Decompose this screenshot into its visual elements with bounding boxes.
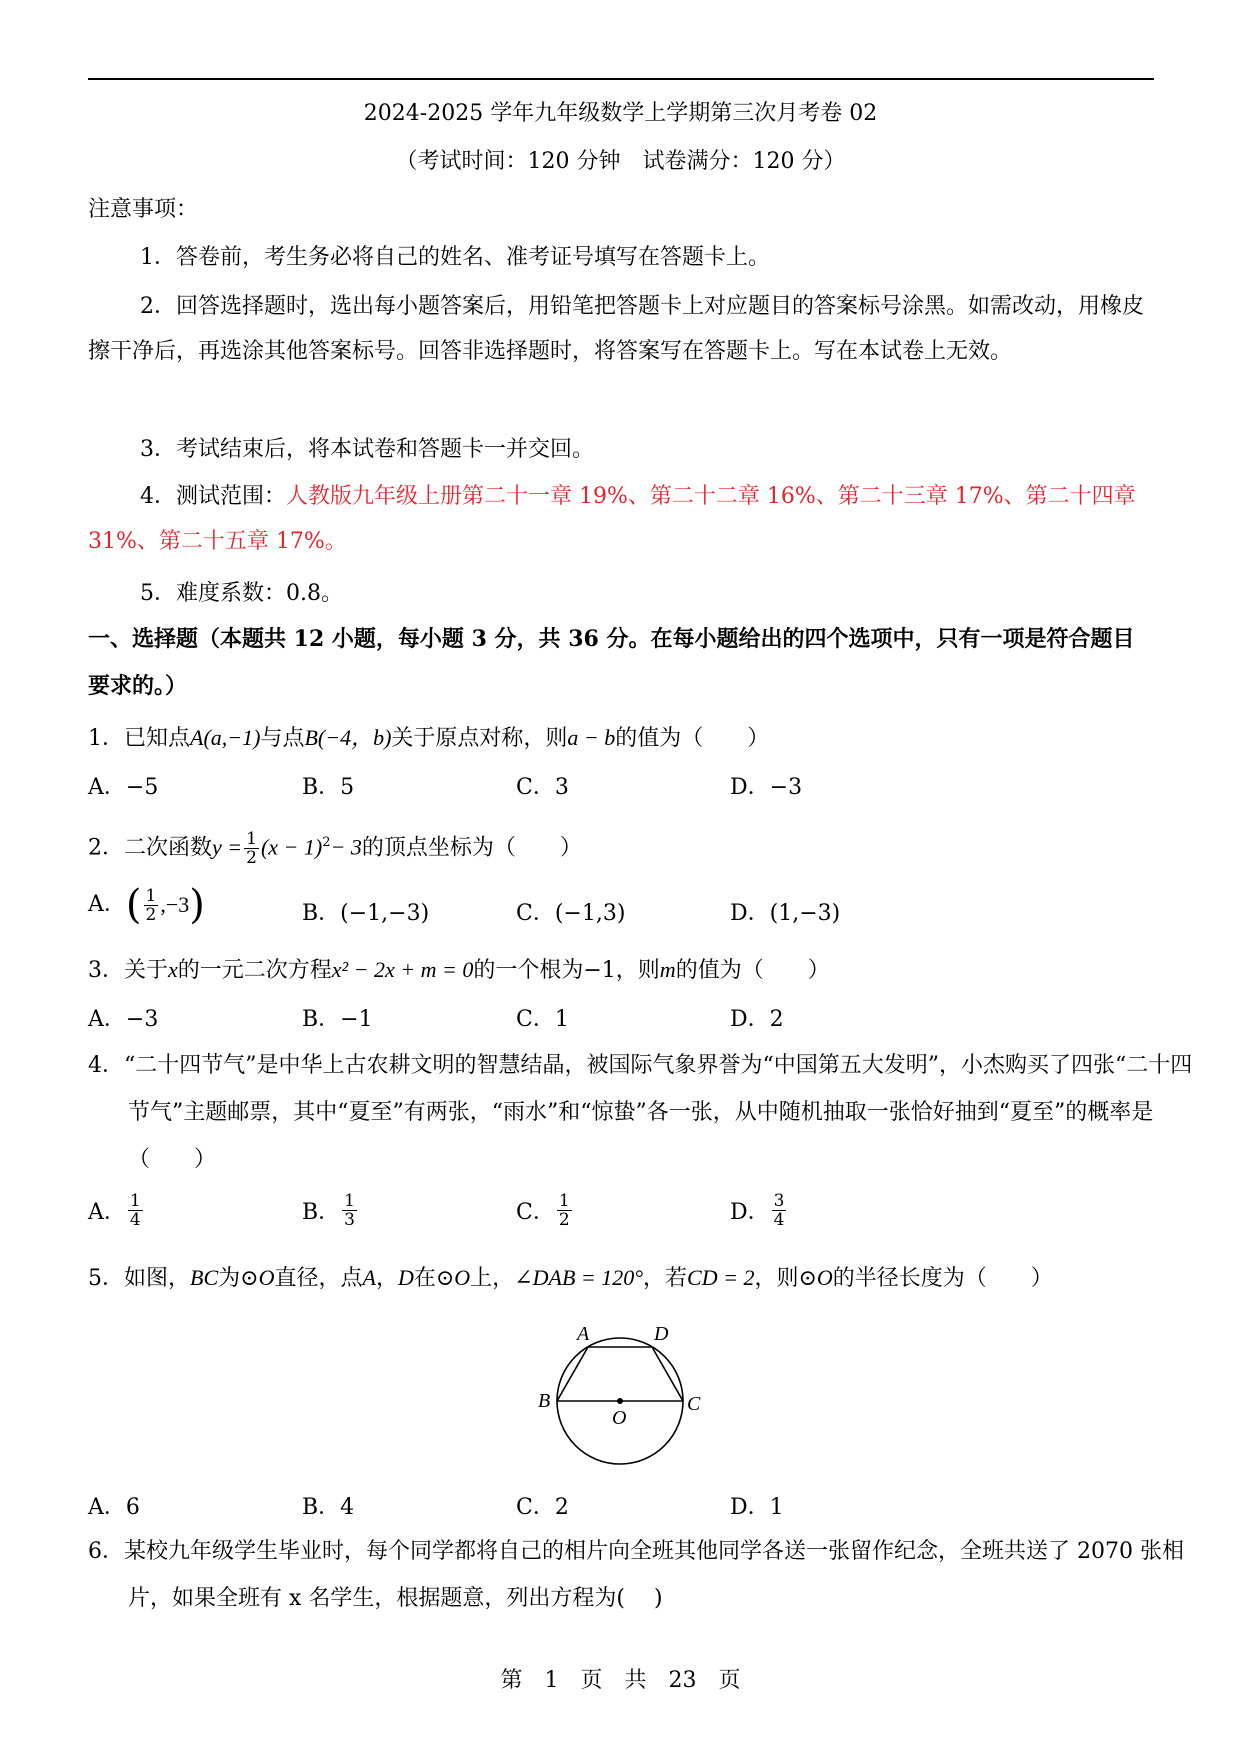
option-d: D．2 <box>730 1007 784 1032</box>
exam-title: 2024-2025 学年九年级数学上学期第三次月考卷 02 <box>363 101 878 126</box>
option-b: B．(−1,−3) <box>302 901 430 926</box>
label-b: B <box>538 1390 551 1412</box>
page-footer: 第 1 页 共 23 页 <box>500 1668 741 1693</box>
point-b: B(−4，b) <box>304 725 392 750</box>
option-b: B．4 <box>302 1495 355 1520</box>
option-c: C．3 <box>516 775 569 800</box>
question-1-options <box>88 770 1154 810</box>
notice-item-4-prefix: 4．测试范围： <box>140 484 286 509</box>
angle-expression: ∠DAB = 120° <box>514 1265 644 1290</box>
option-c: C．(−1,3) <box>516 901 626 926</box>
label-c: C <box>687 1393 701 1415</box>
exam-subtitle: （考试时间：120 分钟 试卷满分：120 分） <box>395 149 846 174</box>
cd-expression: CD = 2 <box>687 1265 755 1290</box>
question-4-options <box>88 1192 1154 1244</box>
option-c: C．2 <box>516 1495 569 1520</box>
label-d: D <box>654 1323 669 1345</box>
question-4: 4．“二十四节气”是中华上古农耕文明的智慧结晶，被国际气象界誉为“中国第五大发明”，小杰购买了四张“二十四节气”主题邮票，其中“夏至”有两张，“雨水”和“惊蛰”各一张，从中随机抽取一张恰好抽到“夏至”的概率是（ ） <box>88 1053 1193 1172</box>
expression: a − b <box>567 725 616 750</box>
label-o: O <box>612 1407 627 1429</box>
notice-item-5: 5．难度系数：0.8。 <box>140 581 343 606</box>
notice-heading: 注意事项： <box>88 197 199 222</box>
option-d: D．−3 <box>730 775 803 800</box>
question-2: 2．二次函数y = $\frac{1}{2}$ $(x - 1)^2- 3$的顶点坐标为（ ） <box>88 828 582 868</box>
option-c: C．1 <box>516 1007 569 1032</box>
question-2-options <box>88 882 1154 938</box>
question-3: 3．关于x的一元二次方程x² − 2x + m = 0的一个根为−1，则m的值为（ ） <box>88 957 830 983</box>
option-a: A．−5 <box>88 775 159 800</box>
equation: x² − 2x + m = 0 <box>331 957 474 982</box>
option-a: A．( $\frac{1}{2}$ ,−3) <box>88 882 205 928</box>
option-a: A．−3 <box>88 1007 159 1032</box>
option-b: B．5 <box>302 775 355 800</box>
option-b: B．−1 <box>302 1007 373 1032</box>
fraction: $\frac{1}{2}$ <box>246 828 257 868</box>
question-6: 6．某校九年级学生毕业时，每个同学都将自己的相片向全班其他同学各送一张留作纪念，全班共送了 2070 张相片，如果全班有 x 名学生，根据题意，列出方程为( ) <box>88 1539 1184 1611</box>
option-b: B． $\frac{1}{3}$ <box>302 1191 355 1230</box>
notice-item-2: 2．回答选择题时，选出每小题答案后，用铅笔把答题卡上对应题目的答案标号涂黑。如需改动，用橡皮擦干净后，再选涂其他答案标号。回答非选择题时，将答案写在答题卡上。写在本试卷上无效。 <box>88 294 1145 364</box>
notice-item-3: 3．考试结束后，将本试卷和答题卡一并交回。 <box>140 437 594 462</box>
question-5: 5．如图，BC为⊙O直径，点A，D在⊙O上，∠DAB = 120°，若CD = 2，则⊙O的半径长度为（ ） <box>88 1265 1053 1291</box>
section-heading: 一、选择题（本题共 12 小题，每小题 3 分，共 36 分。在每小题给出的四个选项中，只有一项是符合题目要求的。） <box>88 626 1135 699</box>
question-1: 1．已知点A(a,−1)与点B(−4，b)关于原点对称，则a − b的值为（ ） <box>88 725 770 751</box>
option-a: A． $\frac{1}{4}$ <box>88 1191 141 1230</box>
circle-figure <box>530 1310 720 1470</box>
notice-item-4 <box>88 474 1154 564</box>
option-d: D． $\frac{3}{4}$ <box>730 1191 785 1230</box>
notice-item-1: 1．答卷前，考生务必将自己的姓名、准考证号填写在答题卡上。 <box>140 245 770 270</box>
point-a: A(a,−1) <box>190 725 261 750</box>
option-a: A．6 <box>88 1495 140 1520</box>
question-3-options <box>88 1002 1154 1042</box>
question-5-options <box>88 1490 1154 1530</box>
option-c: C． $\frac{1}{2}$ <box>516 1191 570 1230</box>
label-a: A <box>577 1323 590 1345</box>
option-d: D．1 <box>730 1495 784 1520</box>
center-point <box>617 1398 623 1404</box>
option-d: D．(1,−3) <box>730 901 841 926</box>
test-range: 人教版九年级上册第二十一章 19%、第二十二章 16%、第二十三章 17%、第二十四章 31%、第二十五章 17%。 <box>88 484 1136 554</box>
top-rule <box>88 78 1154 80</box>
